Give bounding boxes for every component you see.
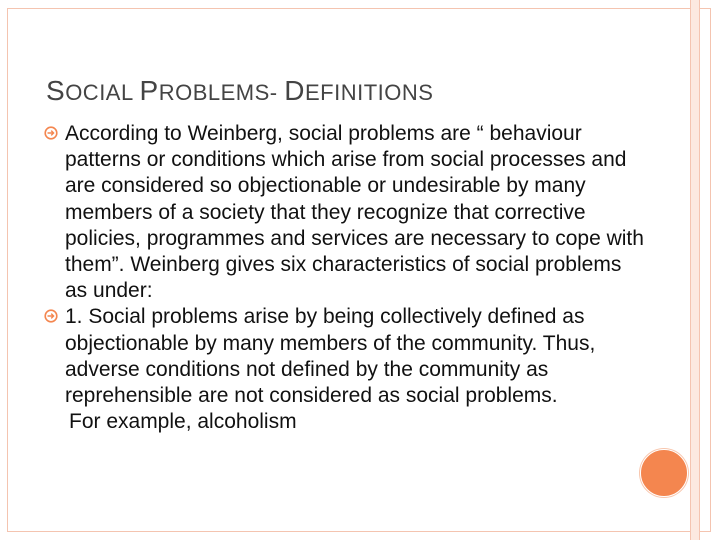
decorative-strip <box>690 0 700 540</box>
bullet-icon <box>44 309 58 323</box>
paragraph-text: 1. Social problems arise by being collectively defined as objectionable by many members of the community. Thus, adverse conditions not defined by the community as reprehensible are not considered as social problems. <box>65 305 596 408</box>
bullet-icon <box>44 126 58 140</box>
slide-title: SOCIAL PROBLEMS- DEFINITIONS <box>46 75 434 106</box>
bullet-paragraph <box>44 304 644 409</box>
bullet-paragraph <box>44 121 644 304</box>
decorative-circle <box>640 449 688 497</box>
paragraph-text: According to Weinberg, social problems are “ behaviour patterns or conditions which arise from social processes and are considered so objectionable or undesirable by many members of a society that they recognize that corrective policies, programmes and services are necessary to cope with them”. Weinberg gives six characteristics of social problems as under: <box>65 122 644 303</box>
slide-body <box>44 121 644 435</box>
continuation-text: For example, alcoholism <box>69 410 297 434</box>
